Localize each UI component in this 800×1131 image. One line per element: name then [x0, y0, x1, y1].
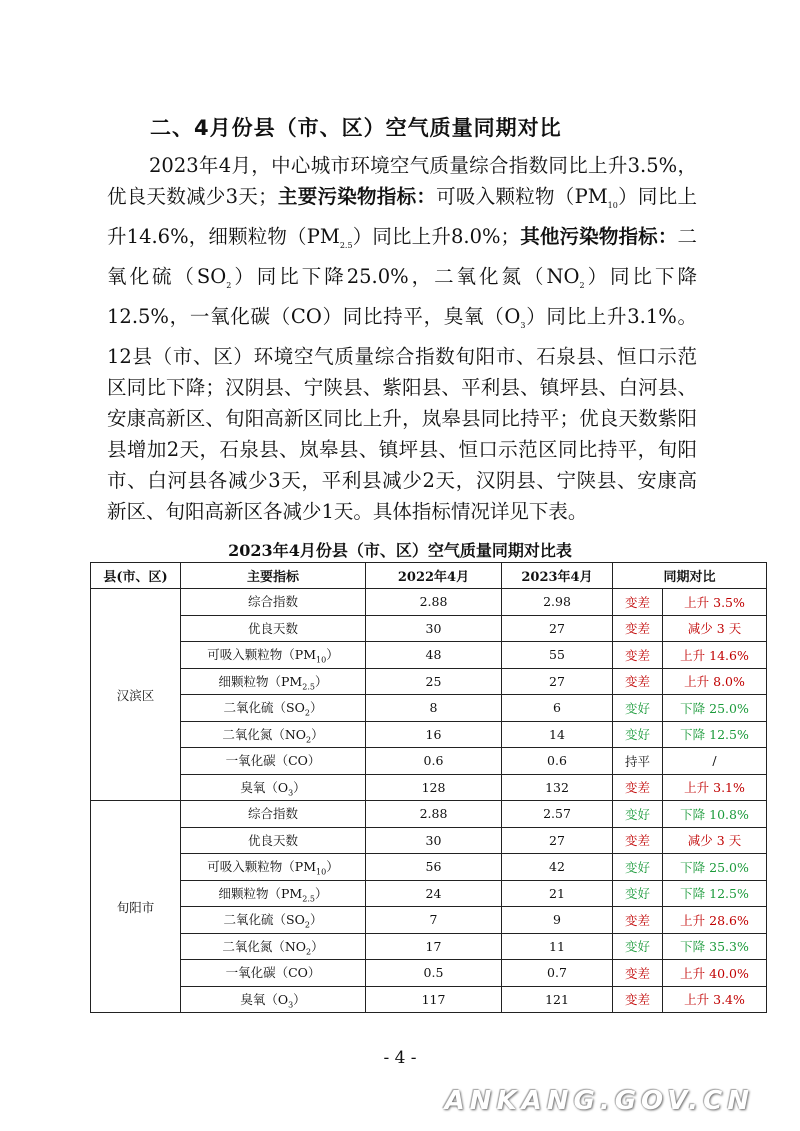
change-cell: 下降 25.0%	[663, 854, 767, 881]
value-2023-cell: 14	[502, 721, 613, 748]
indicator-cell: 细颗粒物$(PM_{2.5})$	[181, 880, 366, 907]
status-cell: 变差	[613, 615, 663, 642]
value-2023-cell: 9	[502, 907, 613, 934]
value-2022-cell: 2.88	[366, 801, 502, 828]
change-cell: 上升 14.6%	[663, 642, 767, 669]
indicator-cell: 二氧化硫$(SO_2)$	[181, 907, 366, 934]
table-row	[91, 854, 767, 881]
indicator-cell: 二氧化氮$(NO_2)$	[181, 933, 366, 960]
status-cell: 变好	[613, 854, 663, 881]
page-number: - 4 -	[383, 1048, 417, 1068]
status-cell: 变好	[613, 695, 663, 722]
value-2022-cell: 16	[366, 721, 502, 748]
value-2022-cell: 24	[366, 880, 502, 907]
change-cell: 下降 10.8%	[663, 801, 767, 828]
bold-label-other-pollutants: 其他污染物指标：	[520, 224, 678, 248]
change-cell: 下降 25.0%	[663, 695, 767, 722]
value-2023-cell: 55	[502, 642, 613, 669]
value-2023-cell: 27	[502, 668, 613, 695]
indicator-cell: 可吸入颗粒物$(PM_{10})$	[181, 642, 366, 669]
header-indicator: 主要指标	[181, 563, 366, 589]
indicator-cell: 细颗粒物$(PM_{2.5})$	[181, 668, 366, 695]
value-2022-cell: 0.6	[366, 748, 502, 775]
value-2022-cell: 117	[366, 986, 502, 1013]
value-2023-cell: 42	[502, 854, 613, 881]
value-2023-cell: 11	[502, 933, 613, 960]
status-cell: 变差	[613, 589, 663, 616]
indicator-cell: 一氧化碳（CO）	[181, 960, 366, 987]
value-2023-cell: 2.57	[502, 801, 613, 828]
table-row	[91, 907, 767, 934]
value-2022-cell: 48	[366, 642, 502, 669]
section-heading: 二、4月份县（市、区）空气质量同期对比	[150, 116, 562, 140]
change-cell: 下降 12.5%	[663, 880, 767, 907]
table-row	[91, 801, 767, 828]
table-row	[91, 986, 767, 1013]
indicator-cell: 综合指数	[181, 589, 366, 616]
change-cell: 上升 3.1%	[663, 774, 767, 801]
status-cell: 变差	[613, 827, 663, 854]
change-cell: 上升 3.4%	[663, 986, 767, 1013]
table-row	[91, 589, 767, 616]
table-row	[91, 748, 767, 775]
county-cell: 汉滨区	[91, 589, 181, 801]
table-row	[91, 642, 767, 669]
value-2022-cell: 8	[366, 695, 502, 722]
table-row	[91, 774, 767, 801]
header-2022: 2022年4月	[366, 563, 502, 589]
value-2022-cell: 56	[366, 854, 502, 881]
value-2022-cell: 30	[366, 615, 502, 642]
status-cell: 变差	[613, 642, 663, 669]
indicator-cell: 二氧化氮$(NO_2)$	[181, 721, 366, 748]
table-header-row	[91, 563, 767, 589]
change-cell: 上升 3.5%	[663, 589, 767, 616]
change-cell: 上升 28.6%	[663, 907, 767, 934]
change-cell: 上升 8.0%	[663, 668, 767, 695]
status-cell: 变好	[613, 721, 663, 748]
change-cell: /	[663, 748, 767, 775]
table-title: 2023年4月份县（市、区）空气质量同期对比表	[228, 541, 572, 560]
value-2022-cell: 30	[366, 827, 502, 854]
value-2022-cell: 0.5	[366, 960, 502, 987]
change-cell: 下降 12.5%	[663, 721, 767, 748]
status-cell: 变差	[613, 986, 663, 1013]
county-cell: 旬阳市	[91, 801, 181, 1013]
header-2023: 2023年4月	[502, 563, 613, 589]
header-comparison: 同期对比	[613, 563, 767, 589]
table-row	[91, 880, 767, 907]
value-2023-cell: 21	[502, 880, 613, 907]
value-2023-cell: 132	[502, 774, 613, 801]
status-cell: 持平	[613, 748, 663, 775]
indicator-cell: 一氧化碳（CO）	[181, 748, 366, 775]
change-cell: 下降 35.3%	[663, 933, 767, 960]
status-cell: 变差	[613, 907, 663, 934]
value-2023-cell: 6	[502, 695, 613, 722]
value-2022-cell: 25	[366, 668, 502, 695]
table-row	[91, 827, 767, 854]
indicator-cell: 可吸入颗粒物$(PM_{10})$	[181, 854, 366, 881]
value-2023-cell: 121	[502, 986, 613, 1013]
table-row	[91, 721, 767, 748]
table-row	[91, 695, 767, 722]
value-2022-cell: 2.88	[366, 589, 502, 616]
status-cell: 变差	[613, 668, 663, 695]
site-watermark: ANKANG.GOV.CN	[444, 1086, 754, 1116]
table-row	[91, 668, 767, 695]
status-cell: 变好	[613, 801, 663, 828]
value-2023-cell: 0.6	[502, 748, 613, 775]
indicator-cell: 优良天数	[181, 615, 366, 642]
value-2023-cell: 27	[502, 827, 613, 854]
indicator-cell: 综合指数	[181, 801, 366, 828]
indicator-cell: 臭氧$(O_3)$	[181, 774, 366, 801]
bold-label-main-pollutants: 主要污染物指标：	[277, 185, 437, 208]
change-cell: 减少 3 天	[663, 615, 767, 642]
change-cell: 减少 3 天	[663, 827, 767, 854]
indicator-cell: 二氧化硫$(SO_2)$	[181, 695, 366, 722]
value-2023-cell: 27	[502, 615, 613, 642]
status-cell: 变好	[613, 933, 663, 960]
value-2022-cell: 128	[366, 774, 502, 801]
body-paragraph: 2023年4月，中心城市环境空气质量综合指数同比上升3.5%，优良天数减少3天；主要污染物指标：可吸入颗粒物$(PM_{10})$同比上升14.6%，细颗粒物$(PM_{2.5})$同比上升8.0%；其他污染物指标：二氧化硫$(SO_2)$同比下降25.0%，二氧化氮$(NO_2)$同比下降12.5%，一氧化碳（CO）同比持平，臭氧$(O_3)$同比上升3.1%。12县（市、区）环境空气质量综合指数旬阳市、石泉县、恒口示范区同比下降；汉阴县、宁陕县、紫阳县、平利县、镇坪县、白河县、安康高新区、旬阳高新区同比上升，岚皋县同比持平；优良天数紫阳县增加2天，石泉县、岚皋县、镇坪县、恒口示范区同比持平，旬阳市、白河县各减少3天，平利县减少2天，汉阴县、宁陕县、安康高新区、旬阳高新区各减少1天。具体指标情况详见下表。	[107, 154, 698, 523]
value-2022-cell: 7	[366, 907, 502, 934]
value-2022-cell: 17	[366, 933, 502, 960]
value-2023-cell: 0.7	[502, 960, 613, 987]
status-cell: 变差	[613, 960, 663, 987]
value-2023-cell: 2.98	[502, 589, 613, 616]
indicator-cell: 臭氧$(O_3)$	[181, 986, 366, 1013]
status-cell: 变差	[613, 774, 663, 801]
table-row	[91, 615, 767, 642]
indicator-cell: 优良天数	[181, 827, 366, 854]
table-row	[91, 933, 767, 960]
comparison-table	[90, 562, 767, 1013]
table-row	[91, 960, 767, 987]
change-cell: 上升 40.0%	[663, 960, 767, 987]
header-county: 县(市、区)	[91, 563, 181, 589]
status-cell: 变好	[613, 880, 663, 907]
